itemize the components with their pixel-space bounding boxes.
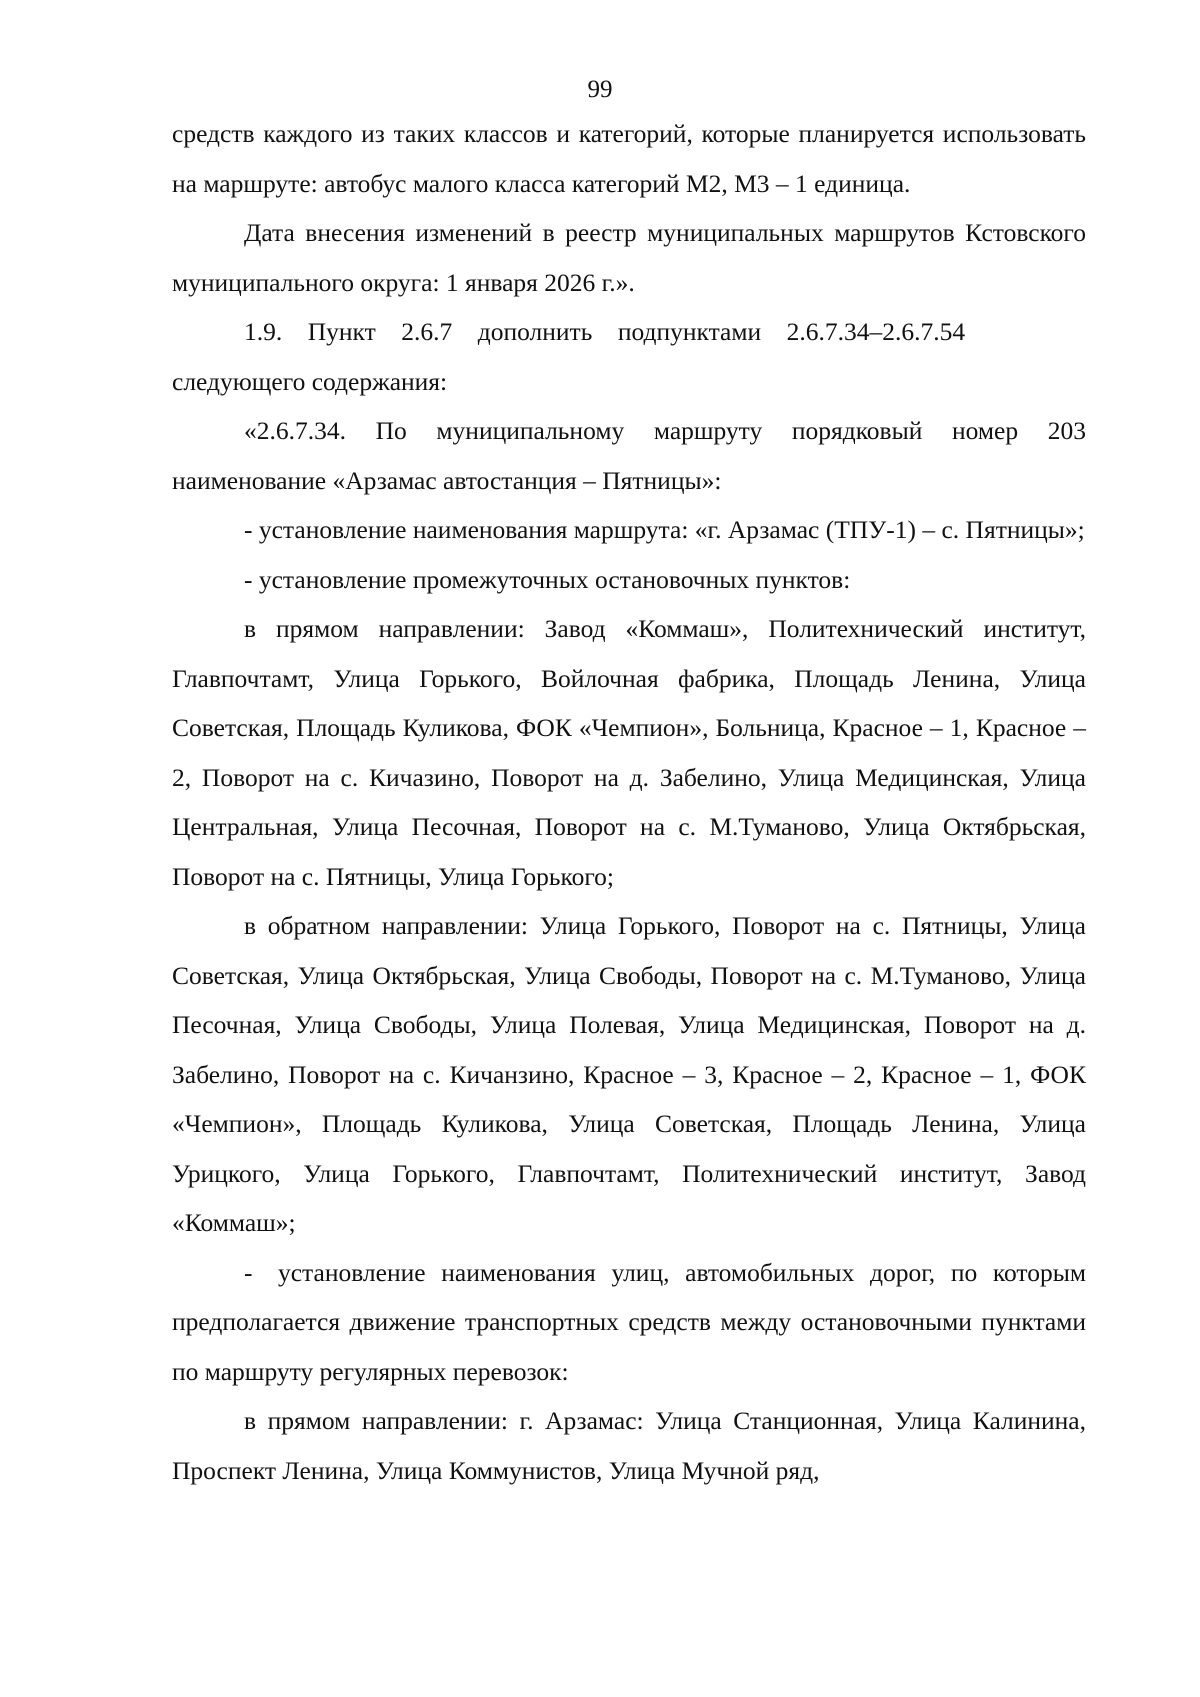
paragraph-intermediate-stops-heading: - установление промежуточных остановочных пунктов: [244, 564, 851, 594]
paragraph-forward-stops: в прямом направлении: Завод «Коммаш», Политехнический институт, Главпочтамт, Улица Горького, Войлочная фабрика, Площадь Ленина, Улица Советская, Площадь Куликова, ФОК «Чемпион», Больница, Красное – 1, Красное – 2, Поворот на с. Кичазино, Поворот на д. Забелино, Улица Медицинская, Улица Центральная, Улица Песочная, Поворот на с. М.Туманово, Улица Октябрьская, Поворот на с. Пятницы, Улица Горького; [172, 614, 1086, 891]
paragraph-registry-date: Дата внесения изменений в реестр муниципальных маршрутов Кстовского муниципального округа: 1 января 2026 г.». [172, 218, 1086, 297]
page-number: 99 [587, 76, 613, 103]
paragraph-forward-streets: в прямом направлении: г. Арзамас: Улица Станционная, Улица Калинина, Проспект Ленина, Улица Коммунистов, Улица Мучной ряд, [172, 1406, 1086, 1485]
paragraph-route-name: - установление наименования маршрута: «г. Арзамас (ТПУ-1) – с. Пятницы»; [244, 515, 1085, 544]
paragraph-reverse-stops: в обратном направлении: Улица Горького, Поворот на с. Пятницы, Улица Советская, Улица Октябрьская, Улица Свободы, Поворот на с. М.Туманово, Улица Песочная, Улица Свободы, Улица Полевая, Улица Медицинская, Поворот на д. Забелино, Поворот на с. Кичанзино, Красное – 3, Красное – 2, Красное – 1, ФОК «Чемпион», Площадь Куликова, Улица Советская, Площадь Ленина, Улица Урицкого, Улица Горького, Главпочтамт, Политехнический институт, Завод «Коммаш»; [172, 911, 1086, 1237]
paragraph-clause-1-9: 1.9. Пункт 2.6.7 дополнить подпунктами 2.6.7.34–2.6.7.54 следующего содержания: [172, 317, 966, 396]
paragraph-vehicle-classes: средств каждого из таких классов и категорий, которые планируется использовать на маршруте: автобус малого класса категорий М2, М3 – 1 единица. [172, 119, 1086, 198]
paragraph-route-203: «2.6.7.34. По муниципальному маршруту порядковый номер 203 наименование «Арзамас автостанция – Пятницы»: [172, 416, 1086, 495]
document-body [172, 109, 1086, 1495]
paragraph-streets-heading: - установление наименования улиц, автомобильных дорог, по которым предполагается движение транспортных средств между остановочными пунктами по маршруту регулярных перевозок: [172, 1257, 1086, 1386]
